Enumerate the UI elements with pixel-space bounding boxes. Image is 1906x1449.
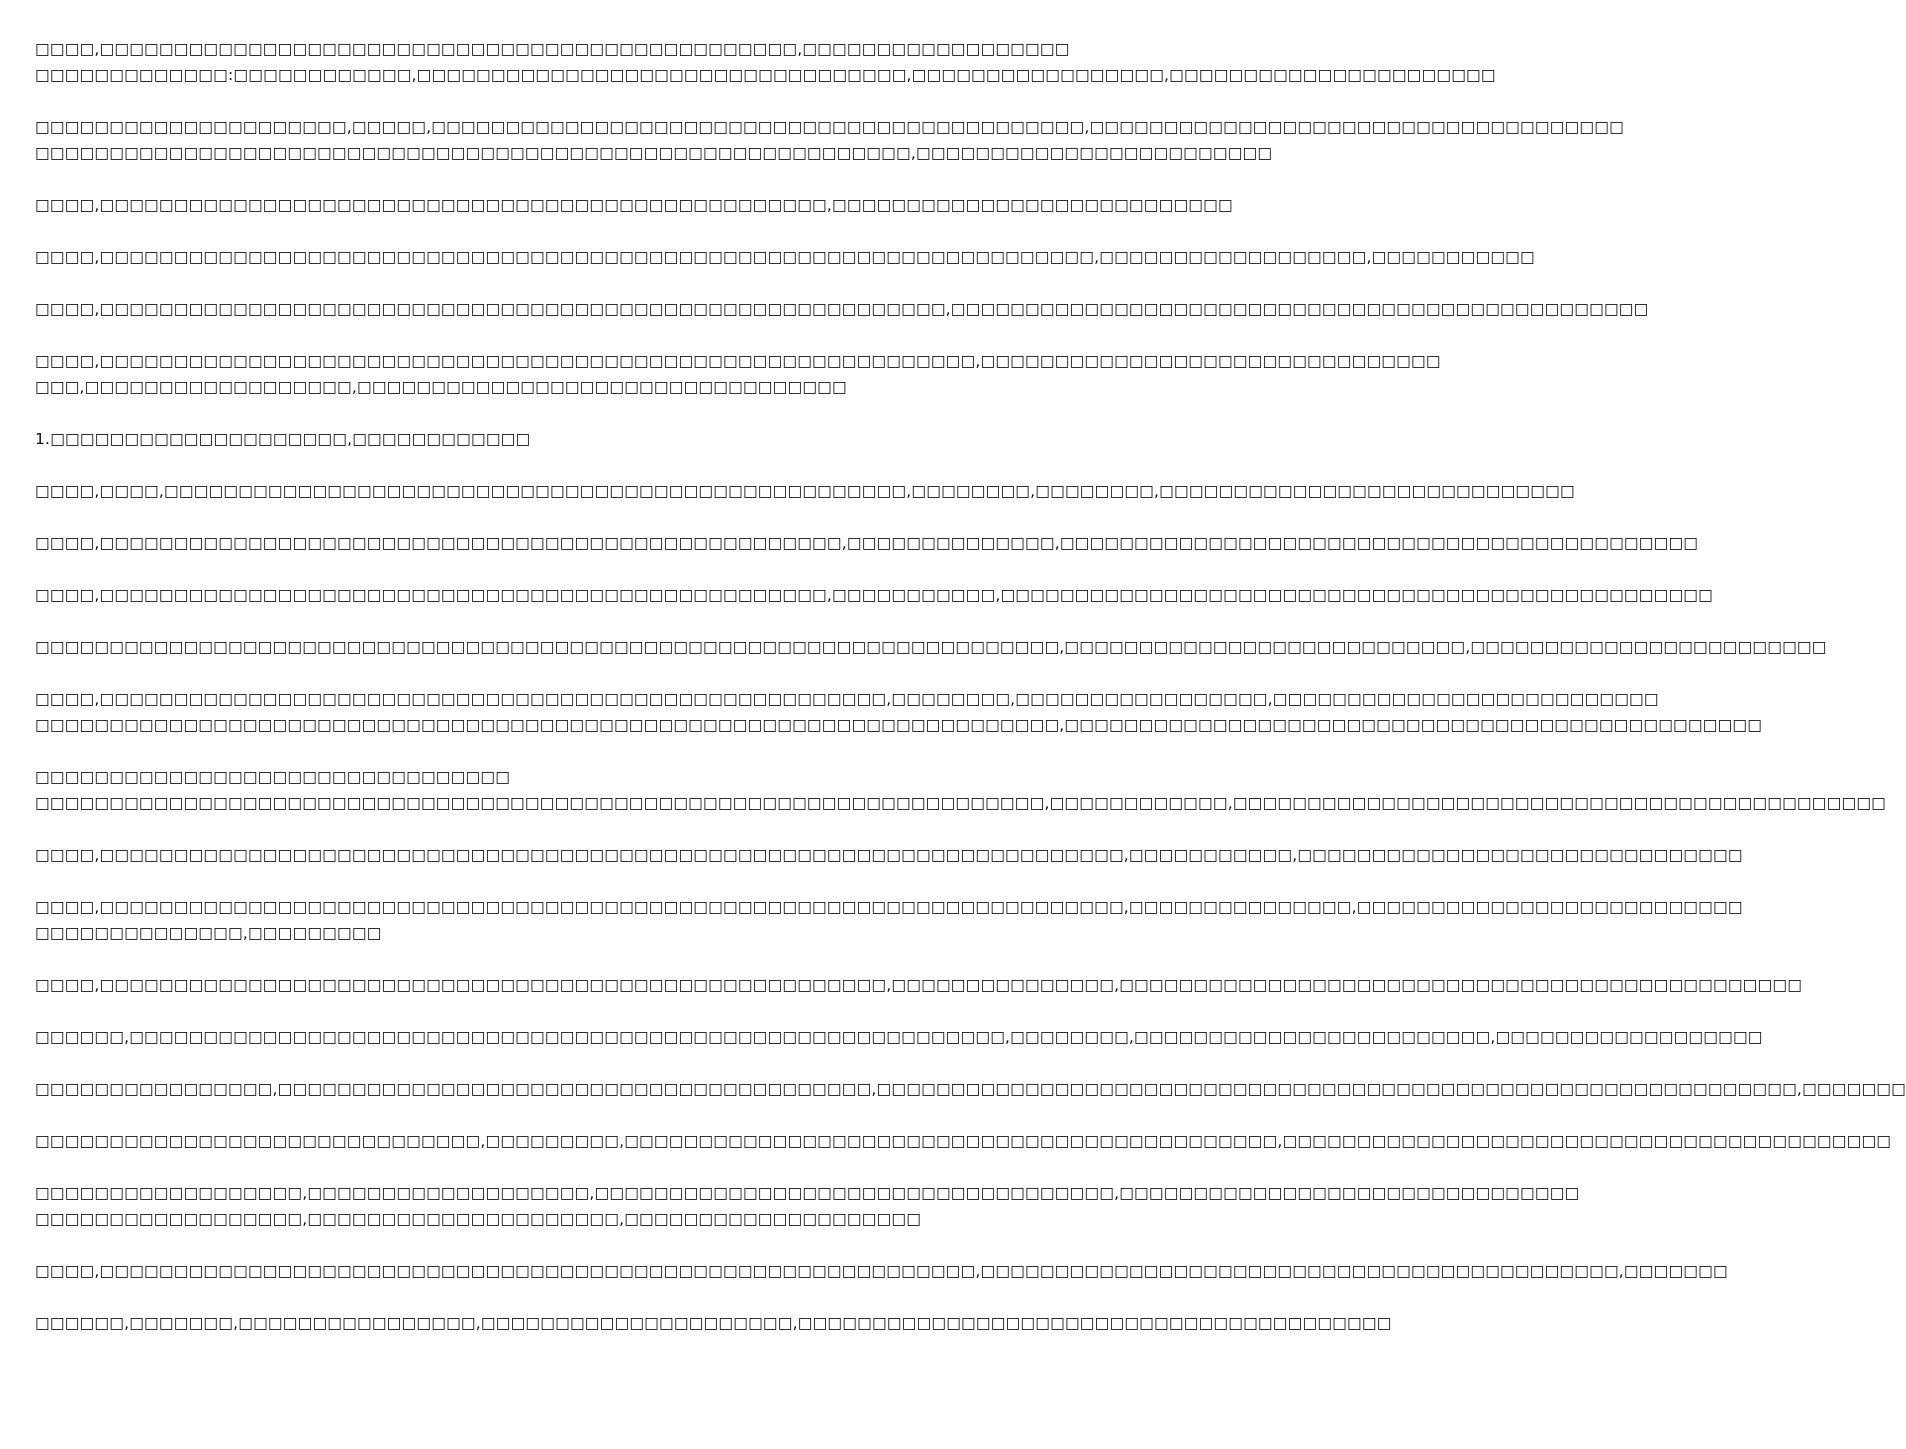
paragraph-11: [35, 634, 1827, 660]
text-line: 1.□□□□□□□□□□□□□□□□□□□□,□□□□□□□□□□□□: [35, 430, 531, 448]
paragraph-gap: [35, 1232, 989, 1258]
paragraph-gap: [35, 998, 989, 1024]
text-line: □□□□,□□□□□□□□□□□□□□□□□□□□□□□□□□□□□□□□□□□□□□□□□□□□□□□□□□□□□,□□□□□□□□,□□□□□□□□□□□□□□□□□,□□□□□□□□□□□□□□□□□□□□□□□□□□: [35, 690, 1659, 708]
paragraph-15: [35, 894, 1743, 946]
paragraph-gap: [35, 738, 989, 764]
text-line: □□□□□□□□□□□□□□□□□□,□□□□□□□□□□□□□□□□□□□□□,□□□□□□□□□□□□□□□□□□□□: [35, 1210, 922, 1228]
paragraph-gap: [35, 946, 989, 972]
paragraph-gap: [35, 1284, 989, 1310]
text-line: □□□□□□□□□□□□□□□□,□□□□□□□□□□□□□□□□□□□□□□□□□□□□□□□□□□□□□□□□,□□□□□□□□□□□□□□□□□□□□□□□□□□□□□□□□□□□□□□□□□□□□□□□□□□□□□□□□□□□□□□,□□□□□□□: [35, 1080, 1906, 1098]
section-heading: [35, 426, 989, 452]
text-line: □□□□□□□□□□□□□□□□□□,□□□□□□□□□□□□□□□□□□□,□□□□□□□□□□□□□□□□□□□□□□□□□□□□□□□□□□□,□□□□□□□□□□□□□□□□□□□□□□□□□□□□□□□: [35, 1184, 1580, 1202]
paragraph-gap: [35, 504, 989, 530]
paragraph-gap: [35, 270, 989, 296]
text-line: □□□,□□□□□□□□□□□□□□□□□□,□□□□□□□□□□□□□□□□□□□□□□□□□□□□□□□□□: [35, 378, 847, 396]
text-line: □□□□□□□□□□□□□□□□□□□□□□□□□□□□□□□□□□□□□□□□□□□□□□□□□□□□□□□□□□□□□□□□□□□□□,□□□□□□□□□□□□□□□□□□□□□□□□□□□,□□□□□□□□□□□□□□□□□□□□□□□□: [35, 638, 1827, 656]
text-line: □□□□□□□□□□□□□:□□□□□□□□□□□□,□□□□□□□□□□□□□□□□□□□□□□□□□□□□□□□□□,□□□□□□□□□□□□□□□□□,□□□□□□□□□□□□□□□□□□□□□□: [35, 66, 1496, 84]
text-line: □□□□□□□□□□□□□□□□□□□□□,□□□□□,□□□□□□□□□□□□□□□□□□□□□□□□□□□□□□□□□□□□□□□□□□□□,□□□□□□□□□□□□□□□□□□□□□□□□□□□□□□□□□□□□: [35, 118, 1624, 136]
text-line: □□□□,□□□□□□□□□□□□□□□□□□□□□□□□□□□□□□□□□□□□□□□□□□□□□□□□□□□□□,□□□□□□□□□□□□□□□,□□□□□□□□□□□□□□□□□□□□□□□□□□□□□□□□□□□□□□□□□□□□□□: [35, 976, 1803, 994]
paragraph-5: [35, 296, 1649, 322]
text-line: □□□□,□□□□□□□□□□□□□□□□□□□□□□□□□□□□□□□□□□□□□□□□□□□□□□□□□□□□□□□□□□□,□□□□□□□□□□□□□□□□□□□□□□□□□□□□□□□: [35, 352, 1441, 370]
text-line: □□□□,□□□□□□□□□□□□□□□□□□□□□□□□□□□□□□□□□□□□□□□□□□□□□□□□□□□□□□□□□□□□□□□□□□□,□□□□□□□□□□□□□□□□□□,□□□□□□□□□□□: [35, 248, 1535, 266]
paragraph-21: [35, 1258, 1728, 1284]
text-line: □□□□□□□□□□□□□□□□□□□□□□□□□□□□□□□□: [35, 768, 511, 786]
text-line: □□□□,□□□□□□□□□□□□□□□□□□□□□□□□□□□□□□□□□□□□□□□□□□□□□□□□□,□□□□□□□□□□□,□□□□□□□□□□□□□□□□□□□□□□□□□□□□□□□□□□□□□□□□□□□□□□□□: [35, 586, 1713, 604]
paragraph-22: [35, 1310, 1392, 1336]
paragraph-2: [35, 114, 1624, 166]
paragraph-6: [35, 348, 1441, 400]
paragraph-12: [35, 686, 1763, 738]
paragraph-14: [35, 842, 1743, 868]
paragraph-1: [35, 36, 1496, 88]
paragraph-gap: [35, 400, 989, 426]
text-line: □□□□,□□□□□□□□□□□□□□□□□□□□□□□□□□□□□□□□□□□□□□□□□□□□□□□,□□□□□□□□□□□□□□□□□□: [35, 40, 1070, 58]
paragraph-gap: [35, 1154, 989, 1180]
paragraph-18: [35, 1076, 1906, 1102]
paragraph-gap: [35, 88, 989, 114]
text-line: □□□□□□□□□□□□□□,□□□□□□□□□: [35, 924, 382, 942]
paragraph-19: [35, 1128, 1892, 1154]
text-line: □□□□□□□□□□□□□□□□□□□□□□□□□□□□□□,□□□□□□□□□,□□□□□□□□□□□□□□□□□□□□□□□□□□□□□□□□□□□□□□□□□□□□,□□□□□□□□□□□□□□□□□□□□□□□□□□□□□□□□□□□□□□□□□: [35, 1132, 1892, 1150]
text-line: □□□□□□,□□□□□□□,□□□□□□□□□□□□□□□□,□□□□□□□□□□□□□□□□□□□□□,□□□□□□□□□□□□□□□□□□□□□□□□□□□□□□□□□□□□□□□□: [35, 1314, 1392, 1332]
paragraph-10: [35, 582, 1713, 608]
text-line: □□□□,□□□□□□□□□□□□□□□□□□□□□□□□□□□□□□□□□□□□□□□□□□□□□□□□□□,□□□□□□□□□□□□□□,□□□□□□□□□□□□□□□□□□□□□□□□□□□□□□□□□□□□□□□□□□□: [35, 534, 1699, 552]
paragraph-16: [35, 972, 1803, 998]
text-line: □□□□,□□□□□□□□□□□□□□□□□□□□□□□□□□□□□□□□□□□□□□□□□□□□□□□□□□□□□□□□□□□□□□□□□□□□□,□□□□□□□□□□□,□□□□□□□□□□□□□□□□□□□□□□□□□□□□□□: [35, 846, 1743, 864]
paragraph-13: [35, 764, 1887, 816]
paragraph-gap: [35, 452, 989, 478]
paragraph-8: [35, 478, 1575, 504]
paragraph-gap: [35, 322, 989, 348]
text-line: □□□□,□□□□□□□□□□□□□□□□□□□□□□□□□□□□□□□□□□□□□□□□□□□□□□□□□□□□□□□□□,□□□□□□□□□□□□□□□□□□□□□□□□□□□□□□□□□□□□□□□□□□□□□□□: [35, 300, 1649, 318]
paragraph-20: [35, 1180, 1580, 1232]
paragraph-9: [35, 530, 1699, 556]
paragraph-gap: [35, 218, 989, 244]
paragraph-3: [35, 192, 1233, 218]
paragraph-gap: [35, 556, 989, 582]
text-line: □□□□□□,□□□□□□□□□□□□□□□□□□□□□□□□□□□□□□□□□□□□□□□□□□□□□□□□□□□□□□□□□□□,□□□□□□□□,□□□□□□□□□□□□□□□□□□□□□□□□,□□□□□□□□□□□□□□□□□□: [35, 1028, 1763, 1046]
text-line: □□□□,□□□□□□□□□□□□□□□□□□□□□□□□□□□□□□□□□□□□□□□□□□□□□□□□□,□□□□□□□□□□□□□□□□□□□□□□□□□□□: [35, 196, 1233, 214]
text-line: □□□□□□□□□□□□□□□□□□□□□□□□□□□□□□□□□□□□□□□□□□□□□□□□□□□□□□□□□□□,□□□□□□□□□□□□□□□□□□□□□□□□: [35, 144, 1273, 162]
paragraph-gap: [35, 660, 989, 686]
text-line: □□□□,□□□□□□□□□□□□□□□□□□□□□□□□□□□□□□□□□□□□□□□□□□□□□□□□□□□□□□□□□□□□□□□□□□□□□,□□□□□□□□□□□□□□□,□□□□□□□□□□□□□□□□□□□□□□□□□□: [35, 898, 1743, 916]
paragraph-gap: [35, 868, 989, 894]
paragraph-gap: [35, 608, 989, 634]
paragraph-gap: [35, 1050, 989, 1076]
document-body: [35, 36, 1906, 1336]
paragraph-gap: [35, 166, 989, 192]
text-line: □□□□□□□□□□□□□□□□□□□□□□□□□□□□□□□□□□□□□□□□□□□□□□□□□□□□□□□□□□□□□□□□□□□□□,□□□□□□□□□□□□□□□□□□□□□□□□□□□□□□□□□□□□□□□□□□□□□□□: [35, 716, 1763, 734]
paragraph-4: [35, 244, 1535, 270]
text-line: □□□□□□□□□□□□□□□□□□□□□□□□□□□□□□□□□□□□□□□□□□□□□□□□□□□□□□□□□□□□□□□□□□□□,□□□□□□□□□□□□,□□□□□□□□□□□□□□□□□□□□□□□□□□□□□□□□□□□□□□□□□□□□: [35, 794, 1887, 812]
paragraph-17: [35, 1024, 1763, 1050]
paragraph-gap: [35, 1102, 989, 1128]
text-line: □□□□,□□□□,□□□□□□□□□□□□□□□□□□□□□□□□□□□□□□□□□□□□□□□□□□□□□□□□□□,□□□□□□□□,□□□□□□□□,□□□□□□□□□□□□□□□□□□□□□□□□□□□□: [35, 482, 1575, 500]
text-line: □□□□,□□□□□□□□□□□□□□□□□□□□□□□□□□□□□□□□□□□□□□□□□□□□□□□□□□□□□□□□□□□,□□□□□□□□□□□□□□□□□□□□□□□□□□□□□□□□□□□□□□□□□□□,□□□□□□□: [35, 1262, 1728, 1280]
paragraph-gap: [35, 816, 989, 842]
